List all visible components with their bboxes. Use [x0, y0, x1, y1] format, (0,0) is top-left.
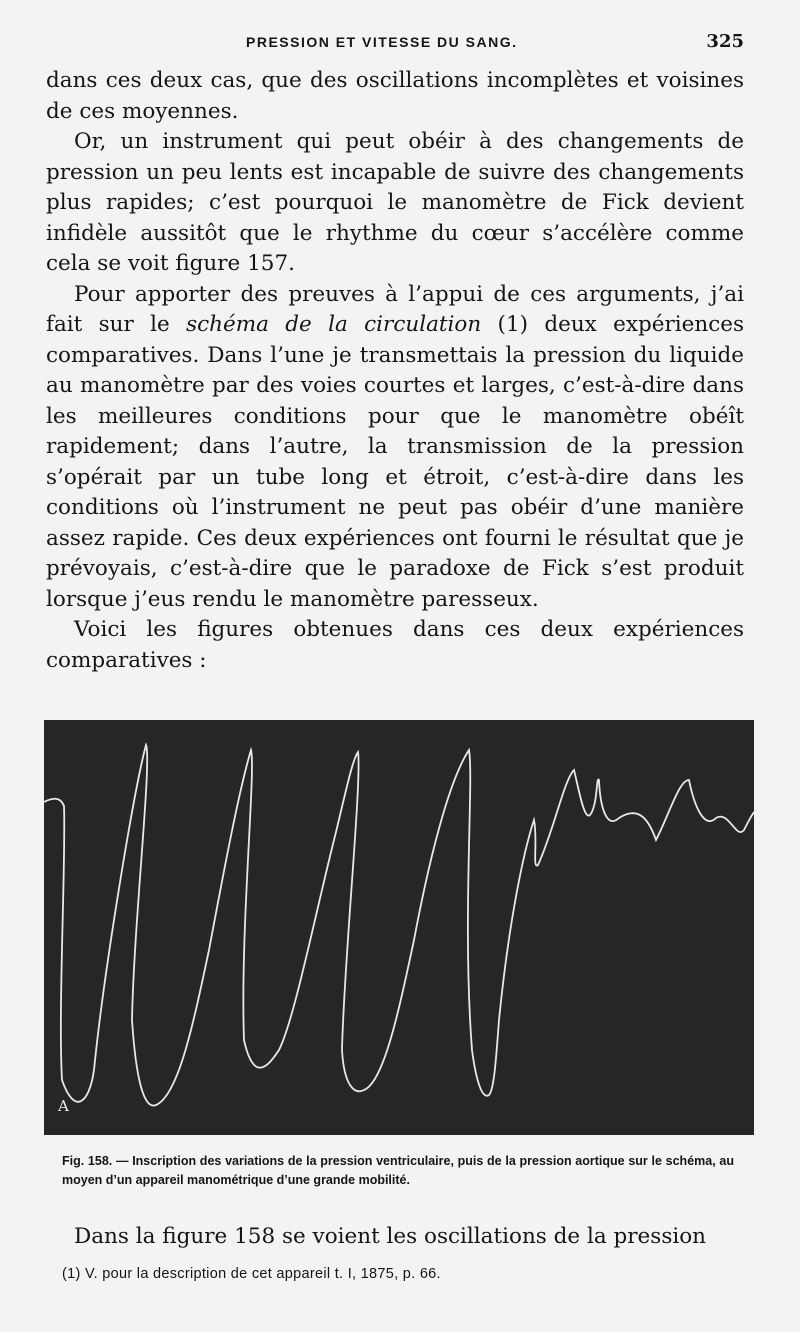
footnote: (1) V. pour la description de cet appareil t. I, 1875, p. 66.	[62, 1266, 441, 1282]
paragraph-experiments	[46, 280, 744, 616]
figure-caption	[62, 1152, 734, 1190]
italic-term: schéma de la circulation	[186, 312, 482, 337]
figure-158	[44, 720, 754, 1135]
paragraph-continued: dans ces deux cas, que des oscillations incomplètes et voisines de ces moyennes.	[46, 68, 744, 124]
page-number: 325	[706, 31, 744, 52]
paragraph-figure-158: Dans la figure 158 se voient les oscillations de la pression	[74, 1224, 707, 1249]
caption-figure-number: Fig. 158.	[62, 1154, 113, 1168]
paragraph-instrument: Or, un instrument qui peut obéir à des changements de pression un peu lents est incapable de suivre des changements plus rapides; c’est pourquoi le manomètre de Fick devient infidèle aussitôt que le rhythme du cœur s’accélère comme cela se voit figure 157.	[46, 129, 744, 276]
paragraph-experiments-start: Pour apporter des preuves à l’appui de ces arguments, j’ai fait sur le	[46, 281, 744, 337]
running-head	[46, 31, 744, 58]
pressure-tracing	[44, 720, 754, 1135]
running-title: PRESSION ET VITESSE DU SANG.	[246, 34, 518, 50]
paragraph-figures-intro: Voici les figures obtenues dans ces deux expériences comparatives :	[46, 617, 744, 673]
paragraph-experiments-rest: (1) deux expériences comparatives. Dans l’une je transmettais la pression du liquide au manomètre par des voies courtes et larges, c’est-à-dire dans les meilleures conditions pour que le manomètre obéît rapidement; dans l’autre, la transmission de la pression s’opérait par un tube long et étroit, c’est-à-dire dans les conditions où l’instrument ne peut pas obéir d’une manière assez rapide. Ces deux expériences ont fourni le résultat que je prévoyais, c’est-à-dire que le paradoxe de Fick s’est produit lorsque j’eus rendu le manomètre paresseux.	[46, 312, 745, 612]
figure-label: A	[58, 1097, 69, 1115]
pressure-curve	[44, 745, 754, 1106]
caption-text: — Inscription des variations de la pression ventriculaire, puis de la pression aortique sur le schéma, au moyen d’un appareil manométrique d’une grande mobilité.	[62, 1154, 734, 1187]
body-text	[46, 66, 744, 676]
